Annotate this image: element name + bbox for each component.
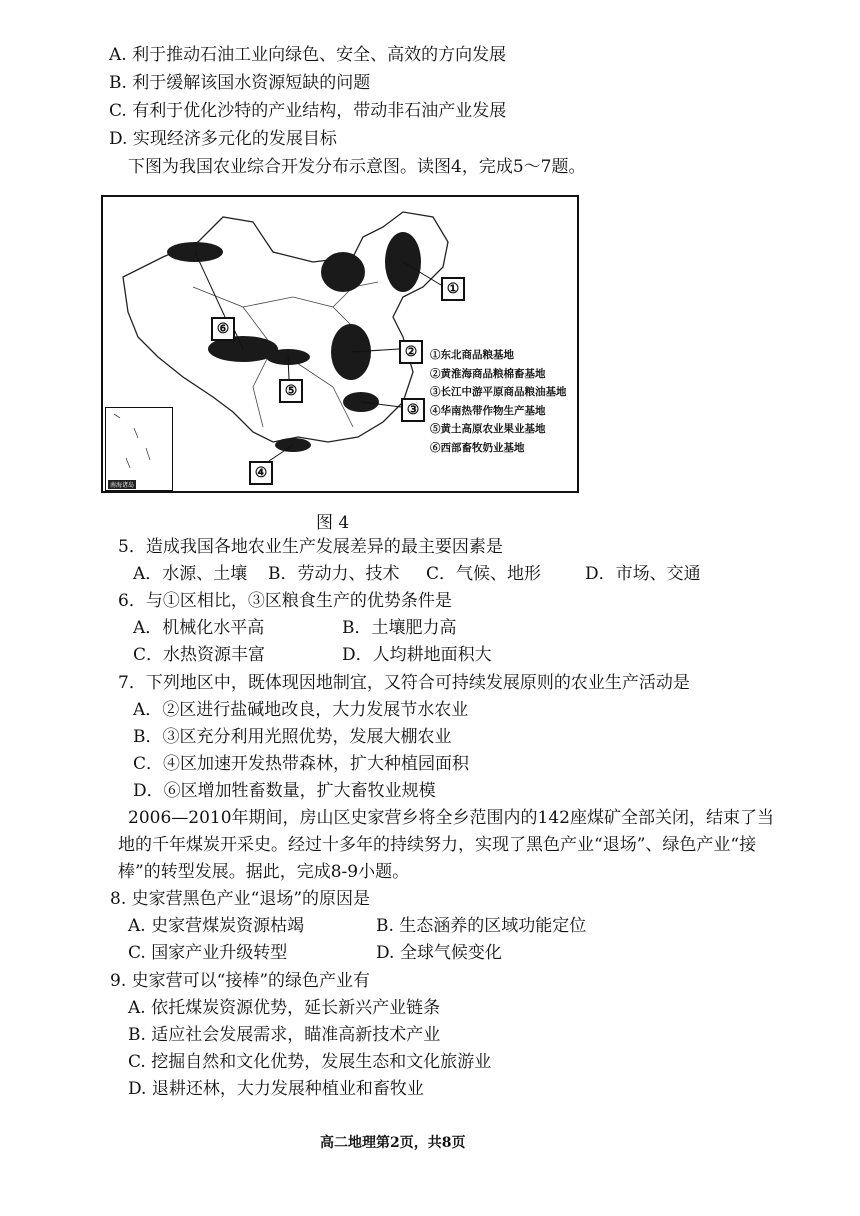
legend-item-6: ⑥西部畜牧奶业基地 [430,441,525,454]
q8-option-a: A. 史家营煤炭资源枯竭 [128,916,305,936]
callout-1: ① [441,277,465,301]
legend-item-5: ⑤黄土高原农业果业基地 [430,423,546,435]
q4-option-c: C. 有利于优化沙特的产业结构，带动非石油产业发展 [109,101,507,121]
q8-option-b: B. 生态涵养的区域功能定位 [376,916,587,936]
agriculture-map-figure [101,195,579,493]
callout-3: ③ [401,398,425,422]
q5-option-b: B．劳动力、技术 [268,564,400,584]
q6-option-a: A．机械化水平高 [133,618,265,638]
q7-option-d: D．⑥区增加牲畜数量，扩大畜牧业规模 [133,781,436,801]
q6-stem: 6．与①区相比，③区粮食生产的优势条件是 [118,591,452,611]
q7-stem: 7．下列地区中，既体现因地制宜，又符合可持续发展原则的农业生产活动是 [118,673,690,693]
callout-5: ⑤ [279,379,303,403]
q9-option-d: D. 退耕还林，大力发展种植业和畜牧业 [128,1079,424,1099]
q6-option-b: B．土壤肥力高 [342,618,457,638]
intro-paragraph-line-2: 地的千年煤炭开采史。经过十多年的持续努力，实现了黑色产业“退场”、绿色产业“接 [118,835,757,855]
q7-option-a: A．②区进行盐碱地改良，大力发展节水农业 [133,700,469,720]
q7-option-c: C．④区加速开发热带森林，扩大种植园面积 [133,754,470,774]
q5-option-a: A．水源、土壤 [133,564,248,584]
q7-option-b: B．③区充分利用光照优势，发展大棚农业 [133,727,452,747]
figure-caption: 图 4 [316,513,350,533]
q4-option-d: D. 实现经济多元化的发展目标 [109,129,337,149]
legend-item-3: ③长江中游平原商品粮油基地 [430,386,567,398]
callout-4: ④ [249,461,273,485]
legend-item-4: ④华南热带作物生产基地 [430,404,546,417]
q5-stem: 5．造成我国各地农业生产发展差异的最主要因素是 [118,537,503,557]
legend-item-1: ①东北商品粮基地 [430,349,514,361]
map-legend [430,346,567,457]
q5-option-c: C．气候、地形 [426,564,542,584]
q6-option-d: D．人均耕地面积大 [342,645,492,665]
page-footer: 高二地理第2页，共8页 [320,1135,466,1151]
q8-option-c: C. 国家产业升级转型 [128,943,288,963]
q5-option-d: D．市场、交通 [585,564,701,584]
south-china-sea-inset [105,407,173,491]
intro-paragraph-line-3: 棒”的转型发展。据此，完成8-9小题。 [118,862,410,882]
legend-item-2: ②黄淮海商品粮棉畜基地 [430,367,546,380]
map-intro: 下图为我国农业综合开发分布示意图。读图4，完成5～7题。 [128,157,586,177]
intro-paragraph-line-1: 2006—2010年期间，房山区史家营乡将全乡范围内的142座煤矿全部关闭，结束了当 [128,808,774,828]
q4-option-a: A. 利于推动石油工业向绿色、安全、高效的方向发展 [109,45,507,65]
q9-option-a: A. 依托煤炭资源优势，延长新兴产业链条 [128,998,441,1018]
q9-option-c: C. 挖掘自然和文化优势，发展生态和文化旅游业 [128,1052,492,1072]
q6-option-c: C．水热资源丰富 [133,645,266,665]
q4-option-b: B. 利于缓解该国水资源短缺的问题 [109,73,371,93]
q8-option-d: D. 全球气候变化 [376,943,502,963]
callout-2: ② [399,340,423,364]
q9-stem: 9. 史家营可以“接棒”的绿色产业有 [110,971,371,991]
inset-label: 南海诸岛 [110,482,135,489]
callout-6: ⑥ [211,317,235,341]
q9-option-b: B. 适应社会发展需求，瞄准高新技术产业 [128,1025,441,1045]
q8-stem: 8. 史家营黑色产业“退场”的原因是 [110,889,371,909]
